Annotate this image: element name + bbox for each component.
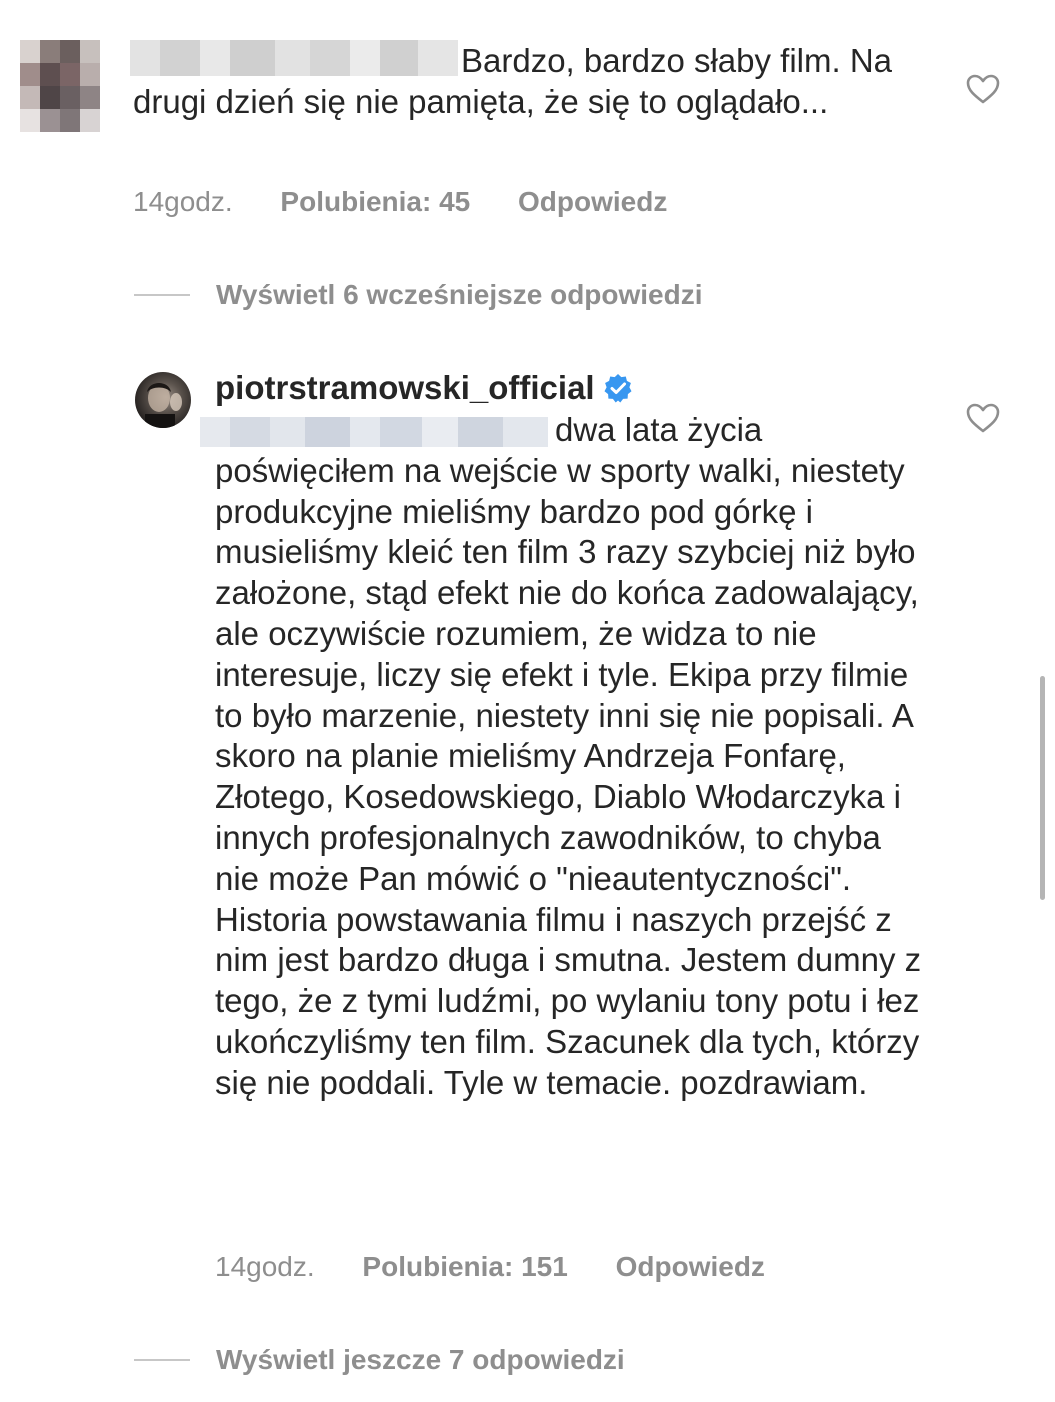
scrollbar[interactable] [1040, 676, 1045, 900]
avatar[interactable] [20, 40, 100, 132]
avatar[interactable] [135, 372, 191, 428]
view-more-replies-label: Wyświetl jeszcze 7 odpowiedzi [216, 1344, 625, 1375]
view-more-replies-button[interactable] [134, 1344, 625, 1376]
comment-text: Bardzo, bardzo słaby film. Na drugi dzień się nie pamięta, że się to oglądało... [133, 42, 893, 120]
view-earlier-replies-label: Wyświetl 6 wcześniejsze odpowiedzi [216, 279, 703, 310]
comment-meta [133, 186, 667, 218]
likes-count-button[interactable]: Polubienia: 151 [362, 1251, 568, 1282]
heart-outline-icon[interactable] [966, 74, 1000, 104]
comment-meta [215, 1251, 765, 1283]
comment-username[interactable] [215, 369, 633, 407]
comment-time: 14godz. [215, 1251, 315, 1282]
reply-button[interactable]: Odpowiedz [615, 1251, 765, 1282]
thread-line [134, 294, 190, 296]
verified-badge-icon [603, 373, 633, 403]
comment-text: dwa lata życia poświęciłem na wejście w sporty walki, niestety produkcyjne mieliśmy bardzo pod górkę i musieliśmy kleić ten film 3 razy szybciej niż było założone, stąd efekt nie do końca zadowalający, ale oczywiście rozumiem, że widza to nie interesuje, liczy się efekt i tyle. Ekipa przy filmie to było marzenie, niestety inni się nie popisali. A skoro na planie mieliśmy Andrzeja Fonfarę, Złotego, Kosedowskiego, Diablo Włodarczyka i innych profesjonalnych zawodników, to chyba nie może Pan mówić o "nieautentyczności". Historia powstawania filmu i naszych przejść z nim jest bardzo długa i smutna. Jestem dumny z tego, że z tymi ludźmi, po wylaniu tony potu i łez ukończyliśmy ten film. Szacunek dla tych, którzy się nie poddali. Tyle w temacie. pozdrawiam. [215, 411, 922, 1101]
view-earlier-replies-button[interactable] [134, 279, 703, 311]
comment-time: 14godz. [133, 186, 233, 217]
reply-button[interactable]: Odpowiedz [518, 186, 668, 217]
username-link[interactable]: piotrstramowski_official [215, 369, 595, 406]
avatar-photo-icon [135, 372, 191, 428]
thread-line [134, 1359, 190, 1361]
heart-outline-icon[interactable] [966, 403, 1000, 433]
likes-count-button[interactable]: Polubienia: 45 [280, 186, 471, 217]
